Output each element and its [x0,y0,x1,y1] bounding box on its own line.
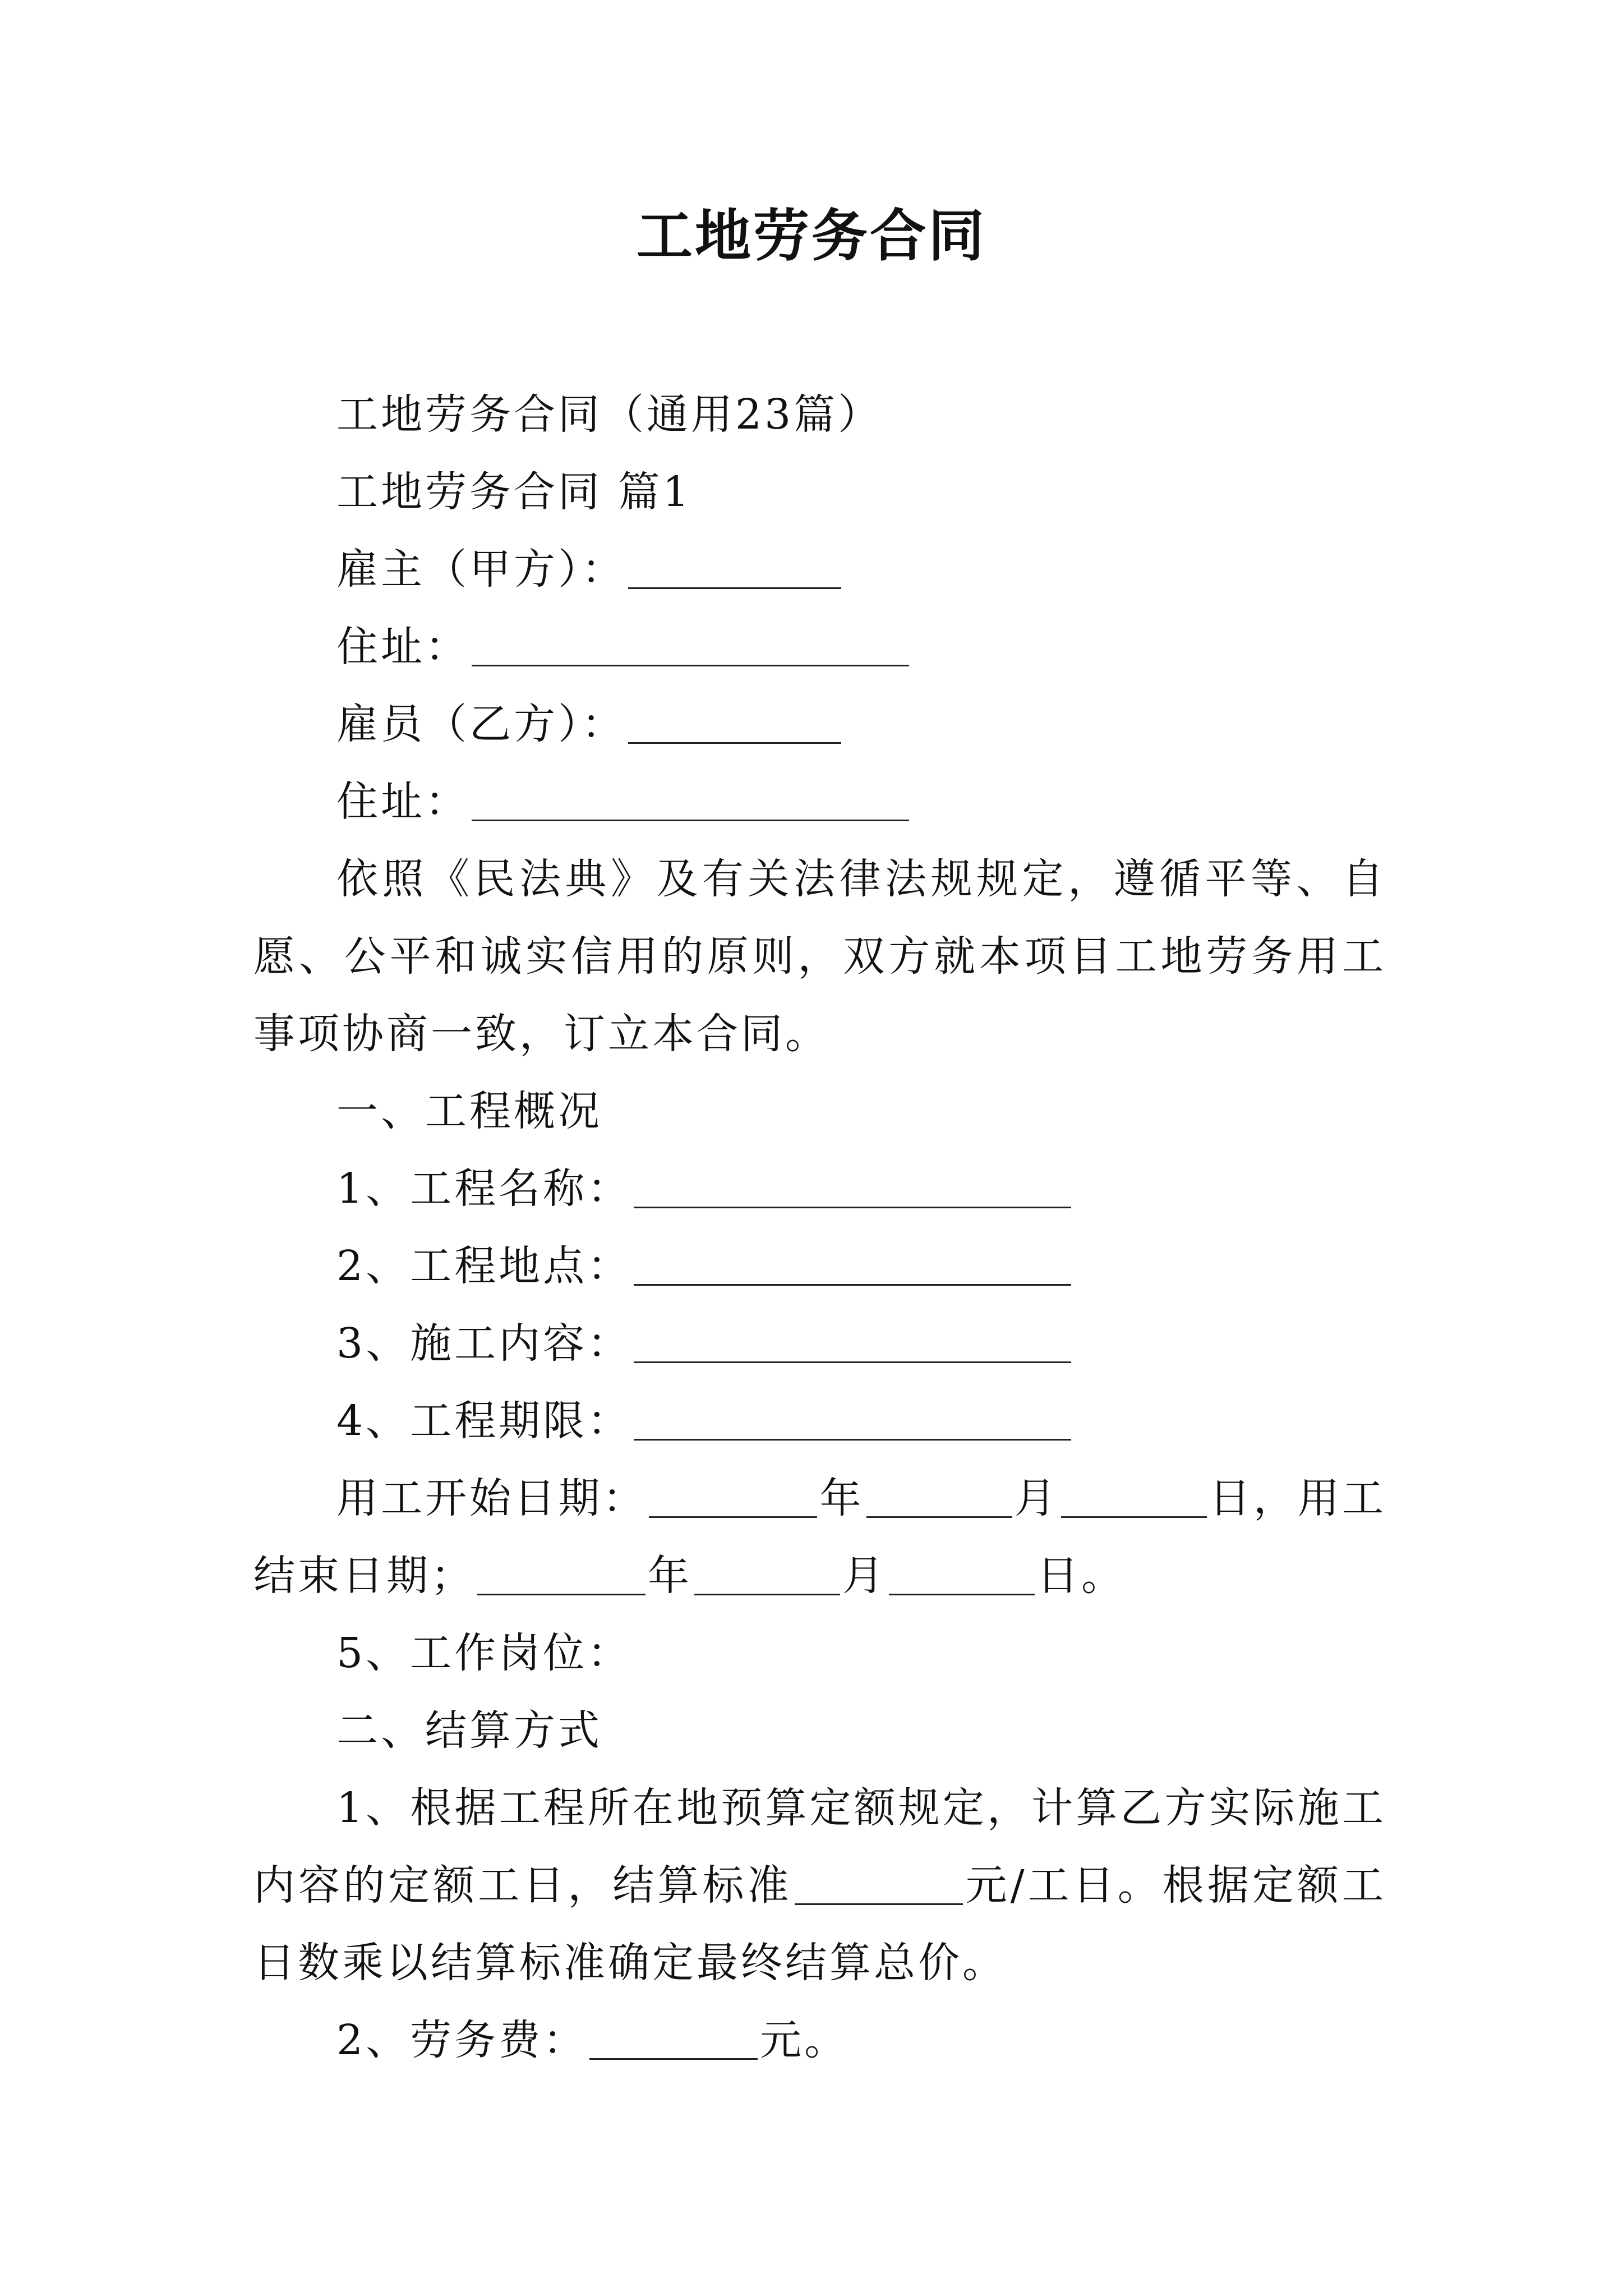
end-day-blank [889,1552,1035,1595]
employer-line [253,531,1386,608]
employee-line [253,685,1386,763]
day-label: 日。 [1037,1552,1126,1600]
address-label: 住址： [336,623,469,671]
project-name-blank [634,1165,1071,1208]
project-location-line [253,1227,1386,1305]
month-label: 月 [842,1552,887,1600]
labor-fee-unit: 元。 [760,2016,849,2064]
employer-address-blank [472,623,909,666]
work-content-label: 3、施工内容： [336,1319,632,1368]
employee-address-blank [472,778,909,821]
project-location-blank [634,1243,1071,1286]
year-label: 年 [648,1552,692,1600]
date-range-paragraph [253,1460,1386,1614]
project-period-blank [634,1397,1071,1441]
year-label: 年 [819,1474,864,1522]
employee-label: 雇员（乙方）： [336,700,626,748]
labor-fee-blank [589,2017,758,2060]
employer-blank [628,546,841,589]
day-label: 日， [1209,1474,1298,1522]
start-year-blank [649,1475,817,1518]
labor-fee-line [253,2001,1386,2079]
project-location-label: 2、工程地点： [336,1242,632,1290]
month-label: 月 [1014,1474,1059,1522]
address-label: 住址： [336,777,469,826]
end-year-blank [477,1552,645,1595]
employee-address-line [253,763,1386,840]
start-month-blank [866,1475,1012,1518]
project-name-label: 1、工程名称： [336,1165,632,1213]
subtitle: 工地劳务合同（通用23篇） [336,390,883,439]
settlement-paragraph [253,1769,1386,2001]
end-month-blank [694,1552,840,1595]
rate-blank [795,1862,963,1905]
employer-label: 雇主（甲方）： [336,545,626,593]
settlement-text: 1、根据工程所在地预算定额规定，计算乙方实际施工内容的定额工日，结算标准 [253,1784,1386,1910]
document-body [253,376,1386,2079]
part-heading: 工地劳务合同 篇1 [336,468,692,516]
employee-blank [628,701,841,744]
end-date-label: 用工结束日期； [253,1474,1387,1600]
labor-fee-label: 2、劳务费： [336,2016,588,2064]
section-heading: 一、工程概况 [336,1087,602,1135]
start-day-blank [1061,1475,1207,1518]
settlement-text-cont: 元/工日。根据定额工日数乘以结算标准确定最终结算总价。 [253,1861,1386,1987]
preamble-paragraph: 依照《民法典》及有关法律法规规定，遵循平等、自愿、公平和诚实信用的原则，双方就本项目工地劳务用工事项协商一致，订立本合同。 [253,855,1386,1058]
project-period-label: 4、工程期限： [336,1397,632,1445]
work-content-line [253,1305,1386,1382]
project-name-line [253,1150,1386,1227]
work-content-blank [634,1320,1071,1363]
employer-address-line [253,608,1386,685]
project-period-line [253,1382,1386,1460]
section-heading: 二、结算方式 [336,1706,602,1755]
document-title: 工地劳务合同 [637,203,986,269]
start-date-label: 用工开始日期： [336,1474,647,1522]
job-position-line: 5、工作岗位： [336,1629,632,1677]
